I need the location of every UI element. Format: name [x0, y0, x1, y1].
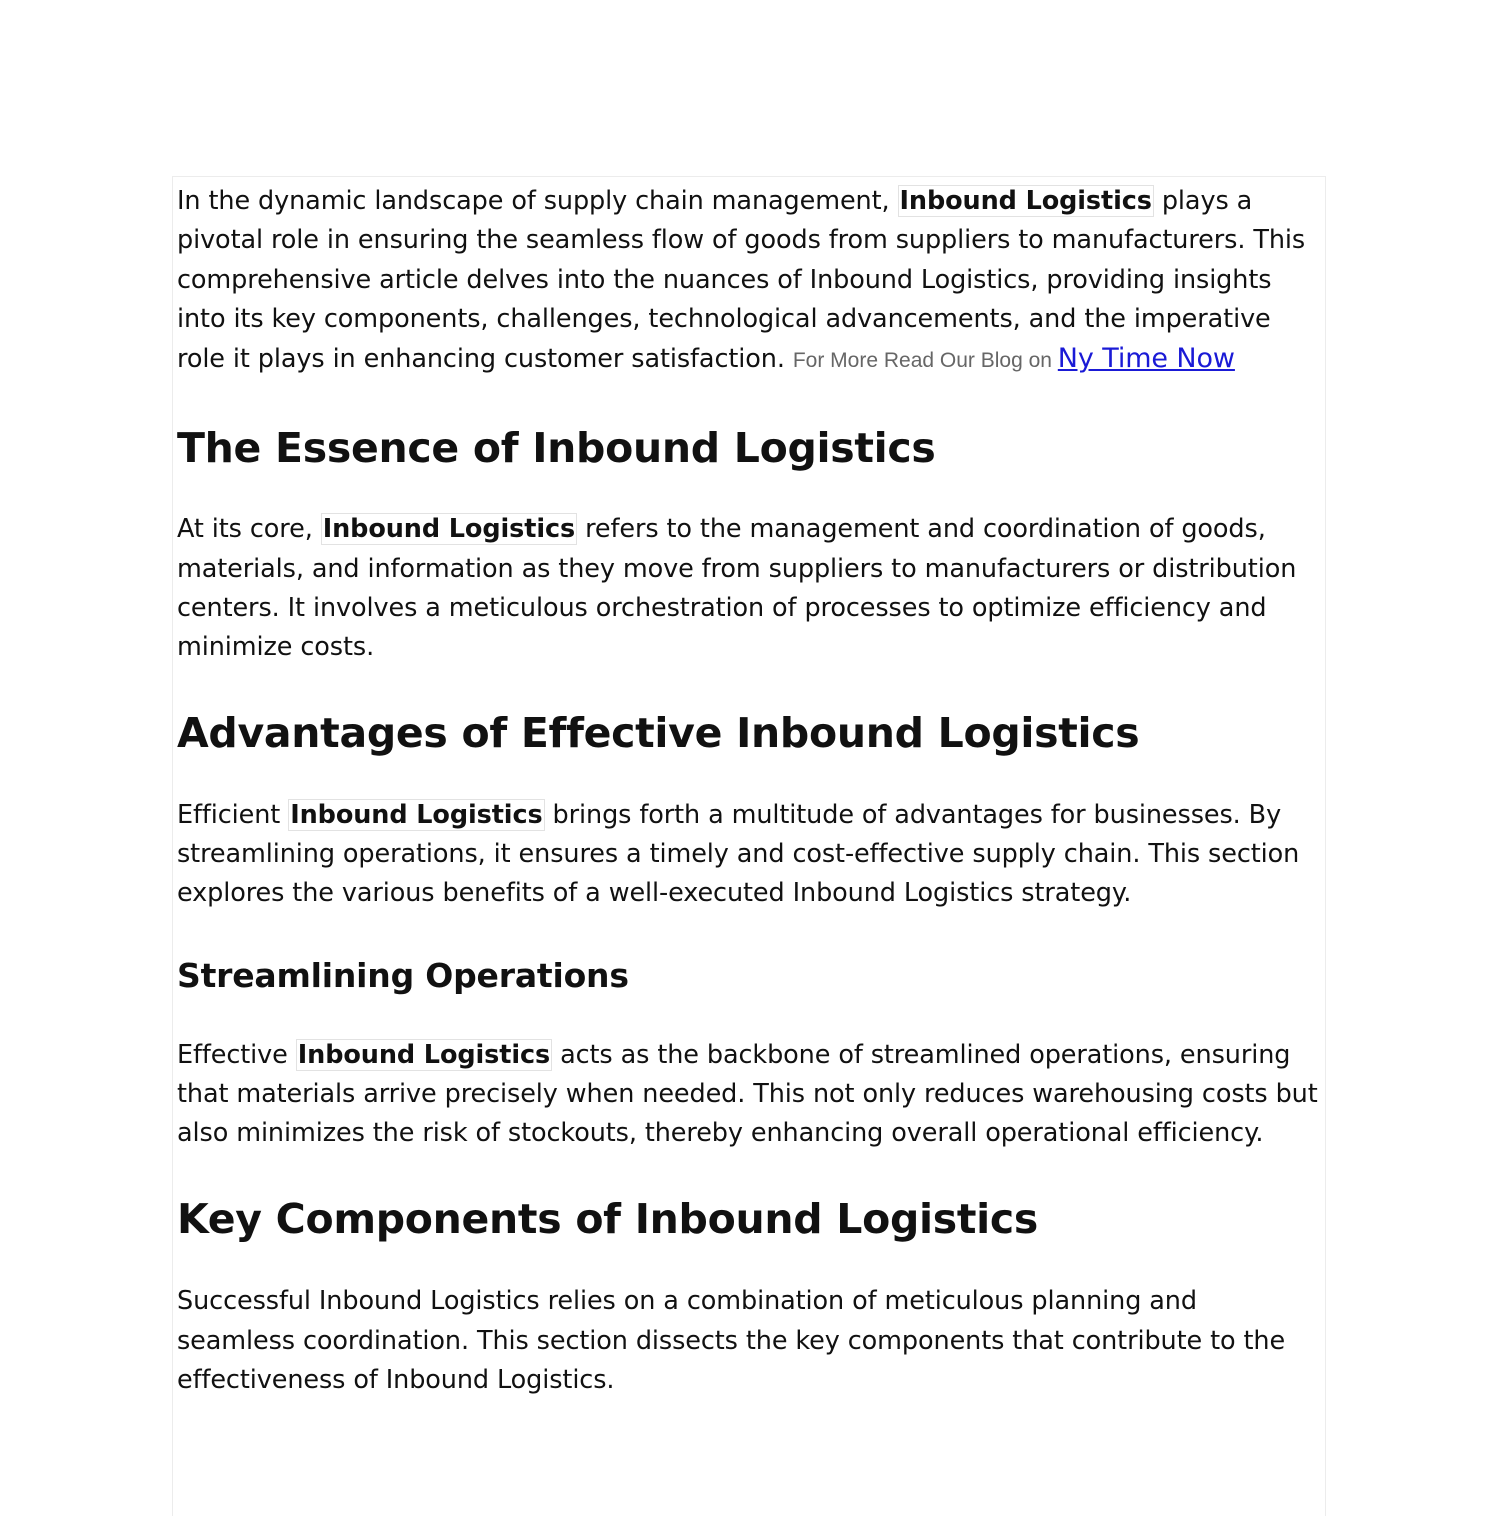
advantages-paragraph: [177, 796, 1322, 914]
essence-text-end: refers to the management and coordination of goods, materials, and information as they move from suppliers to manufacturers or distribution centers. It involves a meticulous orchestration of processes to optimize efficiency and minimize costs.: [177, 514, 1297, 663]
blog-link[interactable]: Ny Time Now: [1057, 343, 1235, 375]
heading-essence: The Essence of Inbound Logistics: [177, 424, 936, 473]
heading-components: Key Components of Inbound Logistics: [177, 1195, 1039, 1244]
essence-keyword: Inbound Logistics: [322, 514, 576, 545]
blog-note: For More Read Our Blog on: [792, 349, 1058, 373]
article-body: [177, 178, 1322, 1400]
advantages-keyword: Inbound Logistics: [290, 799, 543, 830]
essence-text-start: At its core,: [177, 514, 321, 545]
streamlining-text-start: Effective: [177, 1039, 296, 1070]
intro-text-start: In the dynamic landscape of supply chain management,: [177, 186, 898, 216]
advantages-text-end: brings forth a multitude of advantages for businesses. By streamlining operations, it ensures a timely and cost-effective supply chain. This section explores the various benefits of a well-executed Inbound Logistics strategy.: [177, 799, 1300, 909]
streamlining-keyword: Inbound Logistics: [297, 1039, 551, 1070]
intro-text-end: plays a pivotal role in ensuring the seamless flow of goods from suppliers to manufacturers. This comprehensive article delves into the nuances of Inbound Logistics, providing insights into its key components, challenges, technological advancements, and the imperative role it plays in enhancing customer satisfaction.: [177, 186, 1306, 375]
streamlining-paragraph: [177, 1036, 1322, 1154]
streamlining-text-end: acts as the backbone of streamlined operations, ensuring that materials arrive precisely when needed. This not only reduces warehousing costs but also minimizes the risk of stockouts, thereby enhancing overall operational efficiency.: [177, 1039, 1318, 1149]
essence-paragraph: [177, 510, 1322, 667]
heading-streamlining: Streamlining Operations: [177, 955, 629, 995]
components-paragraph: Successful Inbound Logistics relies on a combination of meticulous planning and seamless coordination. This section dissects the key components that contribute to the effectiveness of Inbound Logistics.: [177, 1286, 1286, 1396]
intro-paragraph: [177, 182, 1322, 380]
intro-keyword: Inbound Logistics: [899, 186, 1152, 216]
advantages-text-start: Efficient: [177, 799, 289, 830]
heading-advantages: Advantages of Effective Inbound Logistics: [177, 708, 1140, 757]
